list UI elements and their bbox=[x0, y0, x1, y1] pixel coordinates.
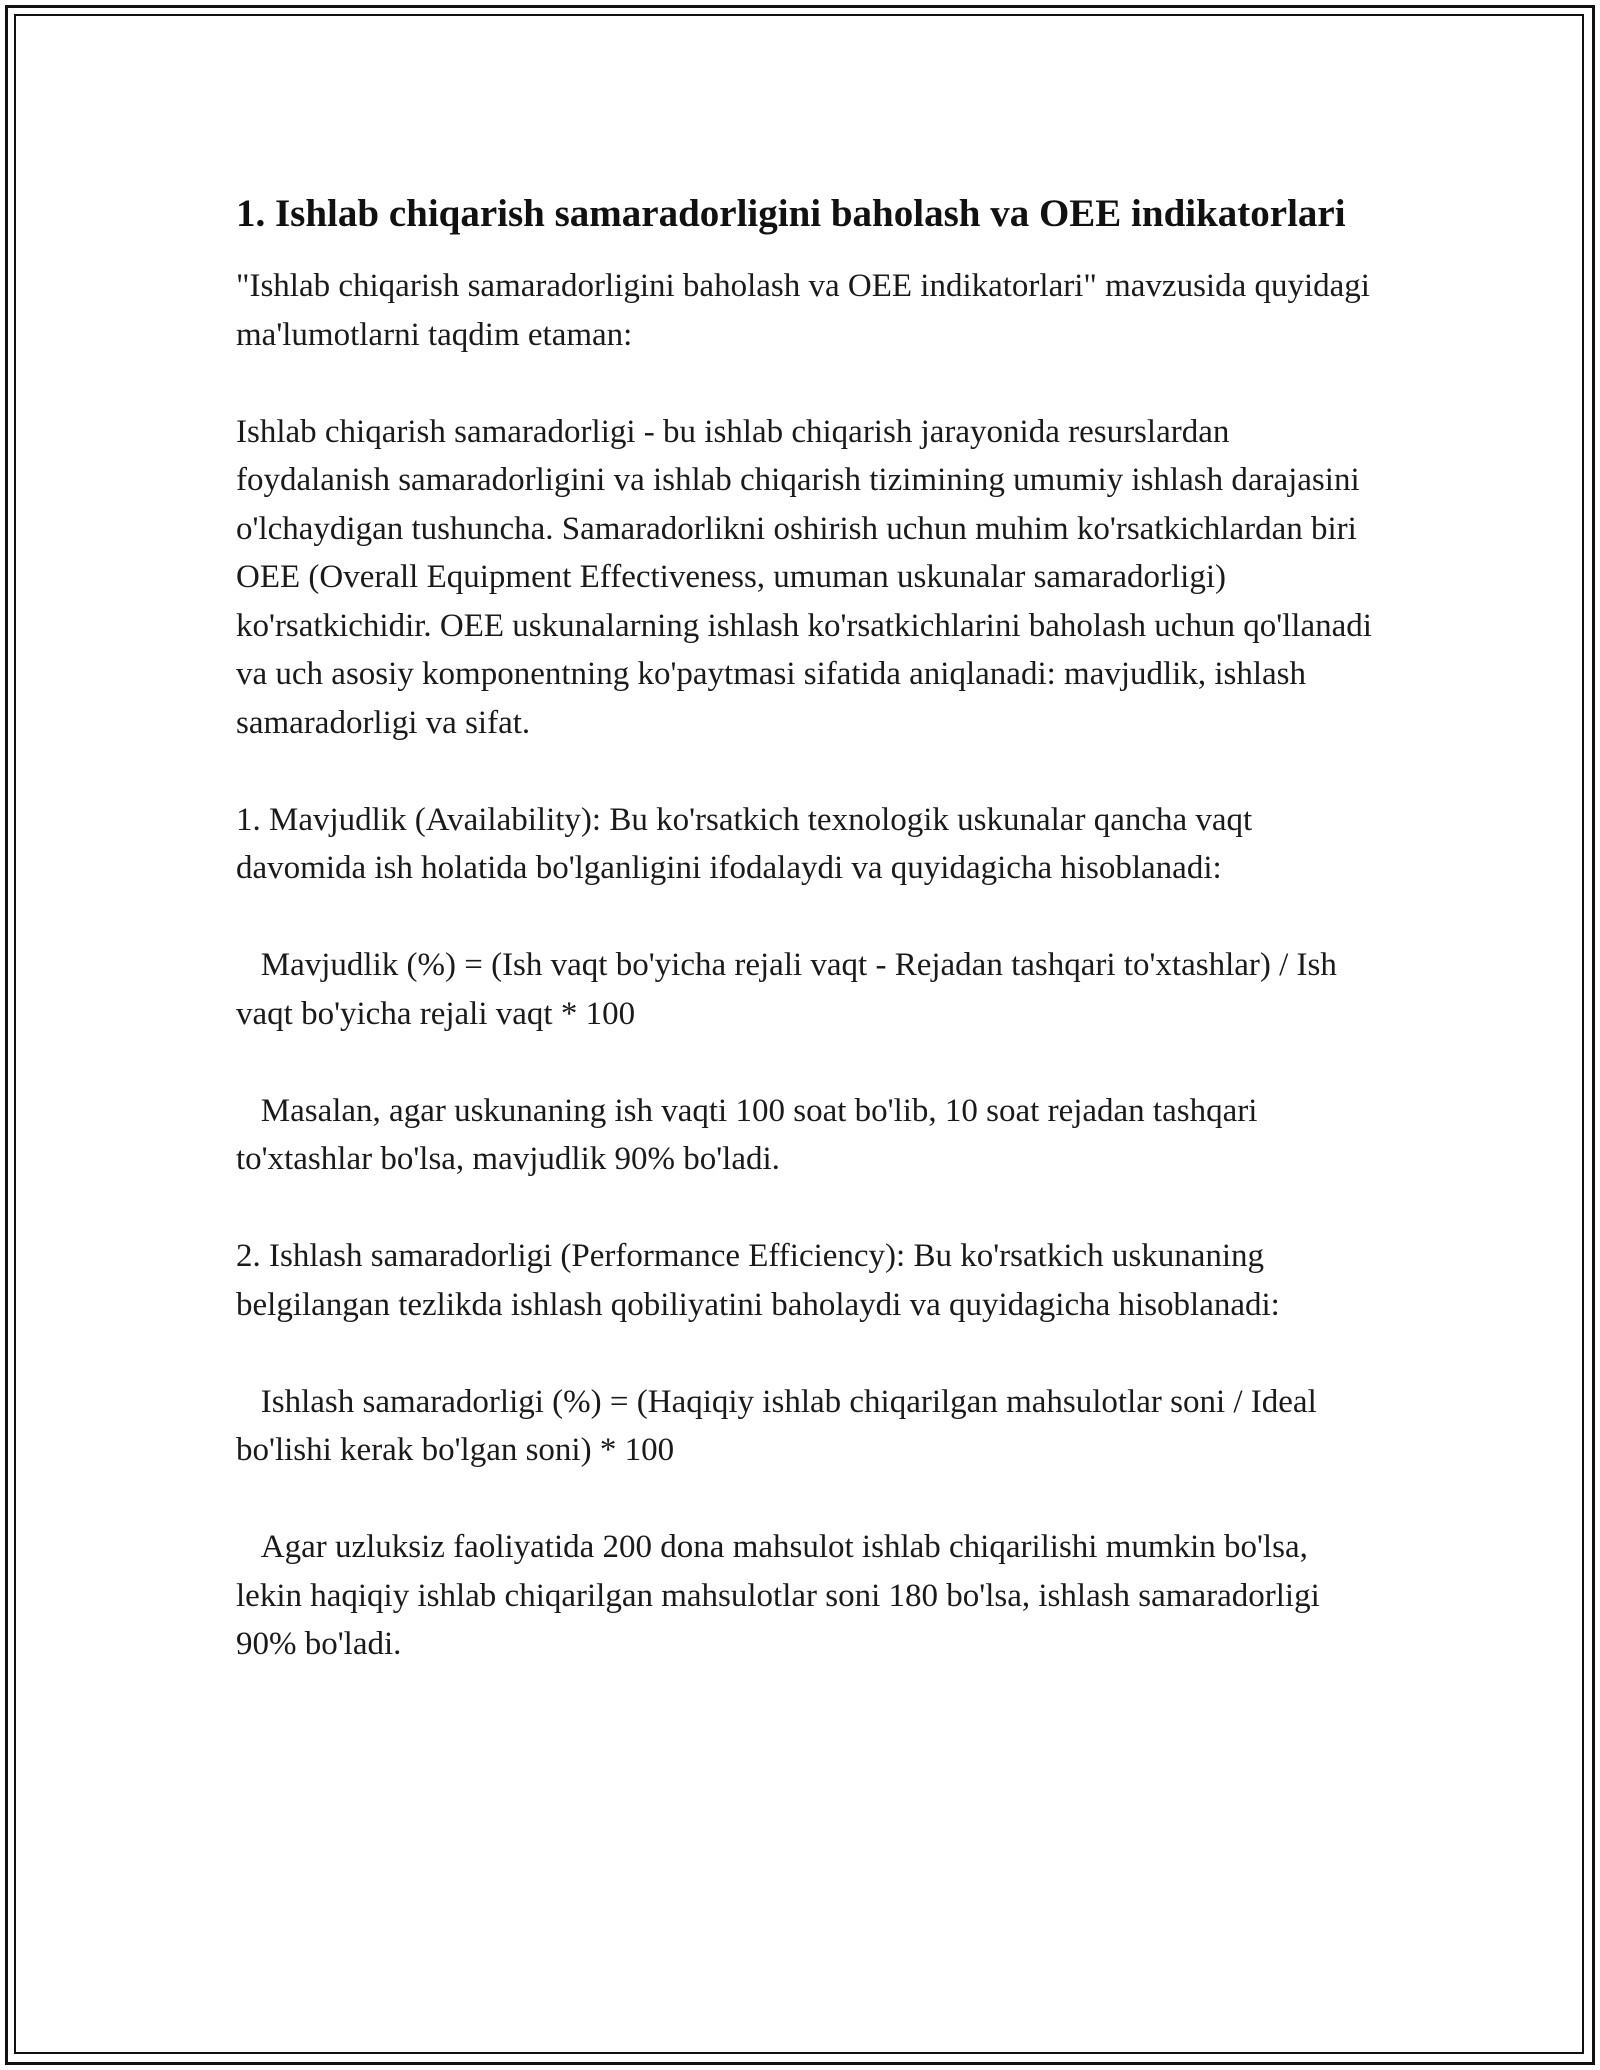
paragraph-intro: "Ishlab chiqarish samaradorligini baholash va OEE indikatorlari" mavzusida quyidagi ma'lumotlarni taqdim etaman: bbox=[236, 268, 1379, 353]
paragraph-performance: 2. Ishlash samaradorligi (Performance Efficiency): Bu ko'rsatkich uskunaning belgilangan tezlikda ishlash qobiliyatini baholaydi va quyidagicha hisoblanadi: bbox=[236, 1238, 1280, 1323]
document-title: 1. Ishlab chiqarish samaradorligini baholash va OEE indikatorlari bbox=[236, 192, 1346, 235]
paragraph-spacer bbox=[236, 893, 1376, 942]
paragraph-spacer bbox=[236, 1184, 1376, 1233]
paragraph-spacer bbox=[236, 747, 1376, 796]
availability-formula: Mavjudlik (%) = (Ish vaqt bo'yicha rejali vaqt - Rejadan tashqari to'xtashlar) / Ish vaqt bo'yicha rejali vaqt * 100 bbox=[236, 947, 1346, 1032]
paragraph-spacer bbox=[236, 1038, 1376, 1087]
availability-example: Masalan, agar uskunaning ish vaqti 100 soat bo'lib, 10 soat rejadan tashqari to'xtashlar bo'lsa, mavjudlik 90% bo'ladi. bbox=[236, 1092, 1266, 1177]
paragraph-spacer bbox=[236, 1329, 1376, 1378]
paragraph-definition: Ishlab chiqarish samaradorligi - bu ishlab chiqarish jarayonida resurslardan foydalanish samaradorligini va ishlab chiqarish tizimining umumiy ishlash darajasini o'lchaydigan tushuncha. Samaradorlikni oshirish uchun muhim ko'rsatkichlardan biri OEE (Overall Equipment Effectiveness, umuman uskunalar samaradorligi) ko'rsatkichidir. OEE uskunalarning ishlash ko'rsatkichlarini baholash uchun qo'llanadi va uch asosiy komponentning ko'paytmasi sifatida aniqlanadi: mavjudlik, ishlash samaradorligi va sifat. bbox=[236, 413, 1381, 741]
performance-example: Agar uzluksiz faoliyatida 200 dona mahsulot ishlab chiqarilishi mumkin bo'lsa, lekin haqiqiy ishlab chiqarilgan mahsulotlar soni 180 bo'lsa, ishlash samaradorligi 90% bo'ladi. bbox=[236, 1529, 1328, 1662]
paragraph-spacer bbox=[236, 359, 1376, 408]
document-body bbox=[236, 186, 1381, 1669]
performance-formula: Ishlash samaradorligi (%) = (Haqiqiy ishlab chiqarilgan mahsulotlar soni / Ideal bo'lishi kerak bo'lgan soni) * 100 bbox=[236, 1383, 1325, 1468]
paragraph-availability: 1. Mavjudlik (Availability): Bu ko'rsatkich texnologik uskunalar qancha vaqt davomida ish holatida bo'lganligini ifodalaydi va quyidagicha hisoblanadi: bbox=[236, 801, 1261, 886]
paragraph-spacer bbox=[236, 1475, 1376, 1524]
